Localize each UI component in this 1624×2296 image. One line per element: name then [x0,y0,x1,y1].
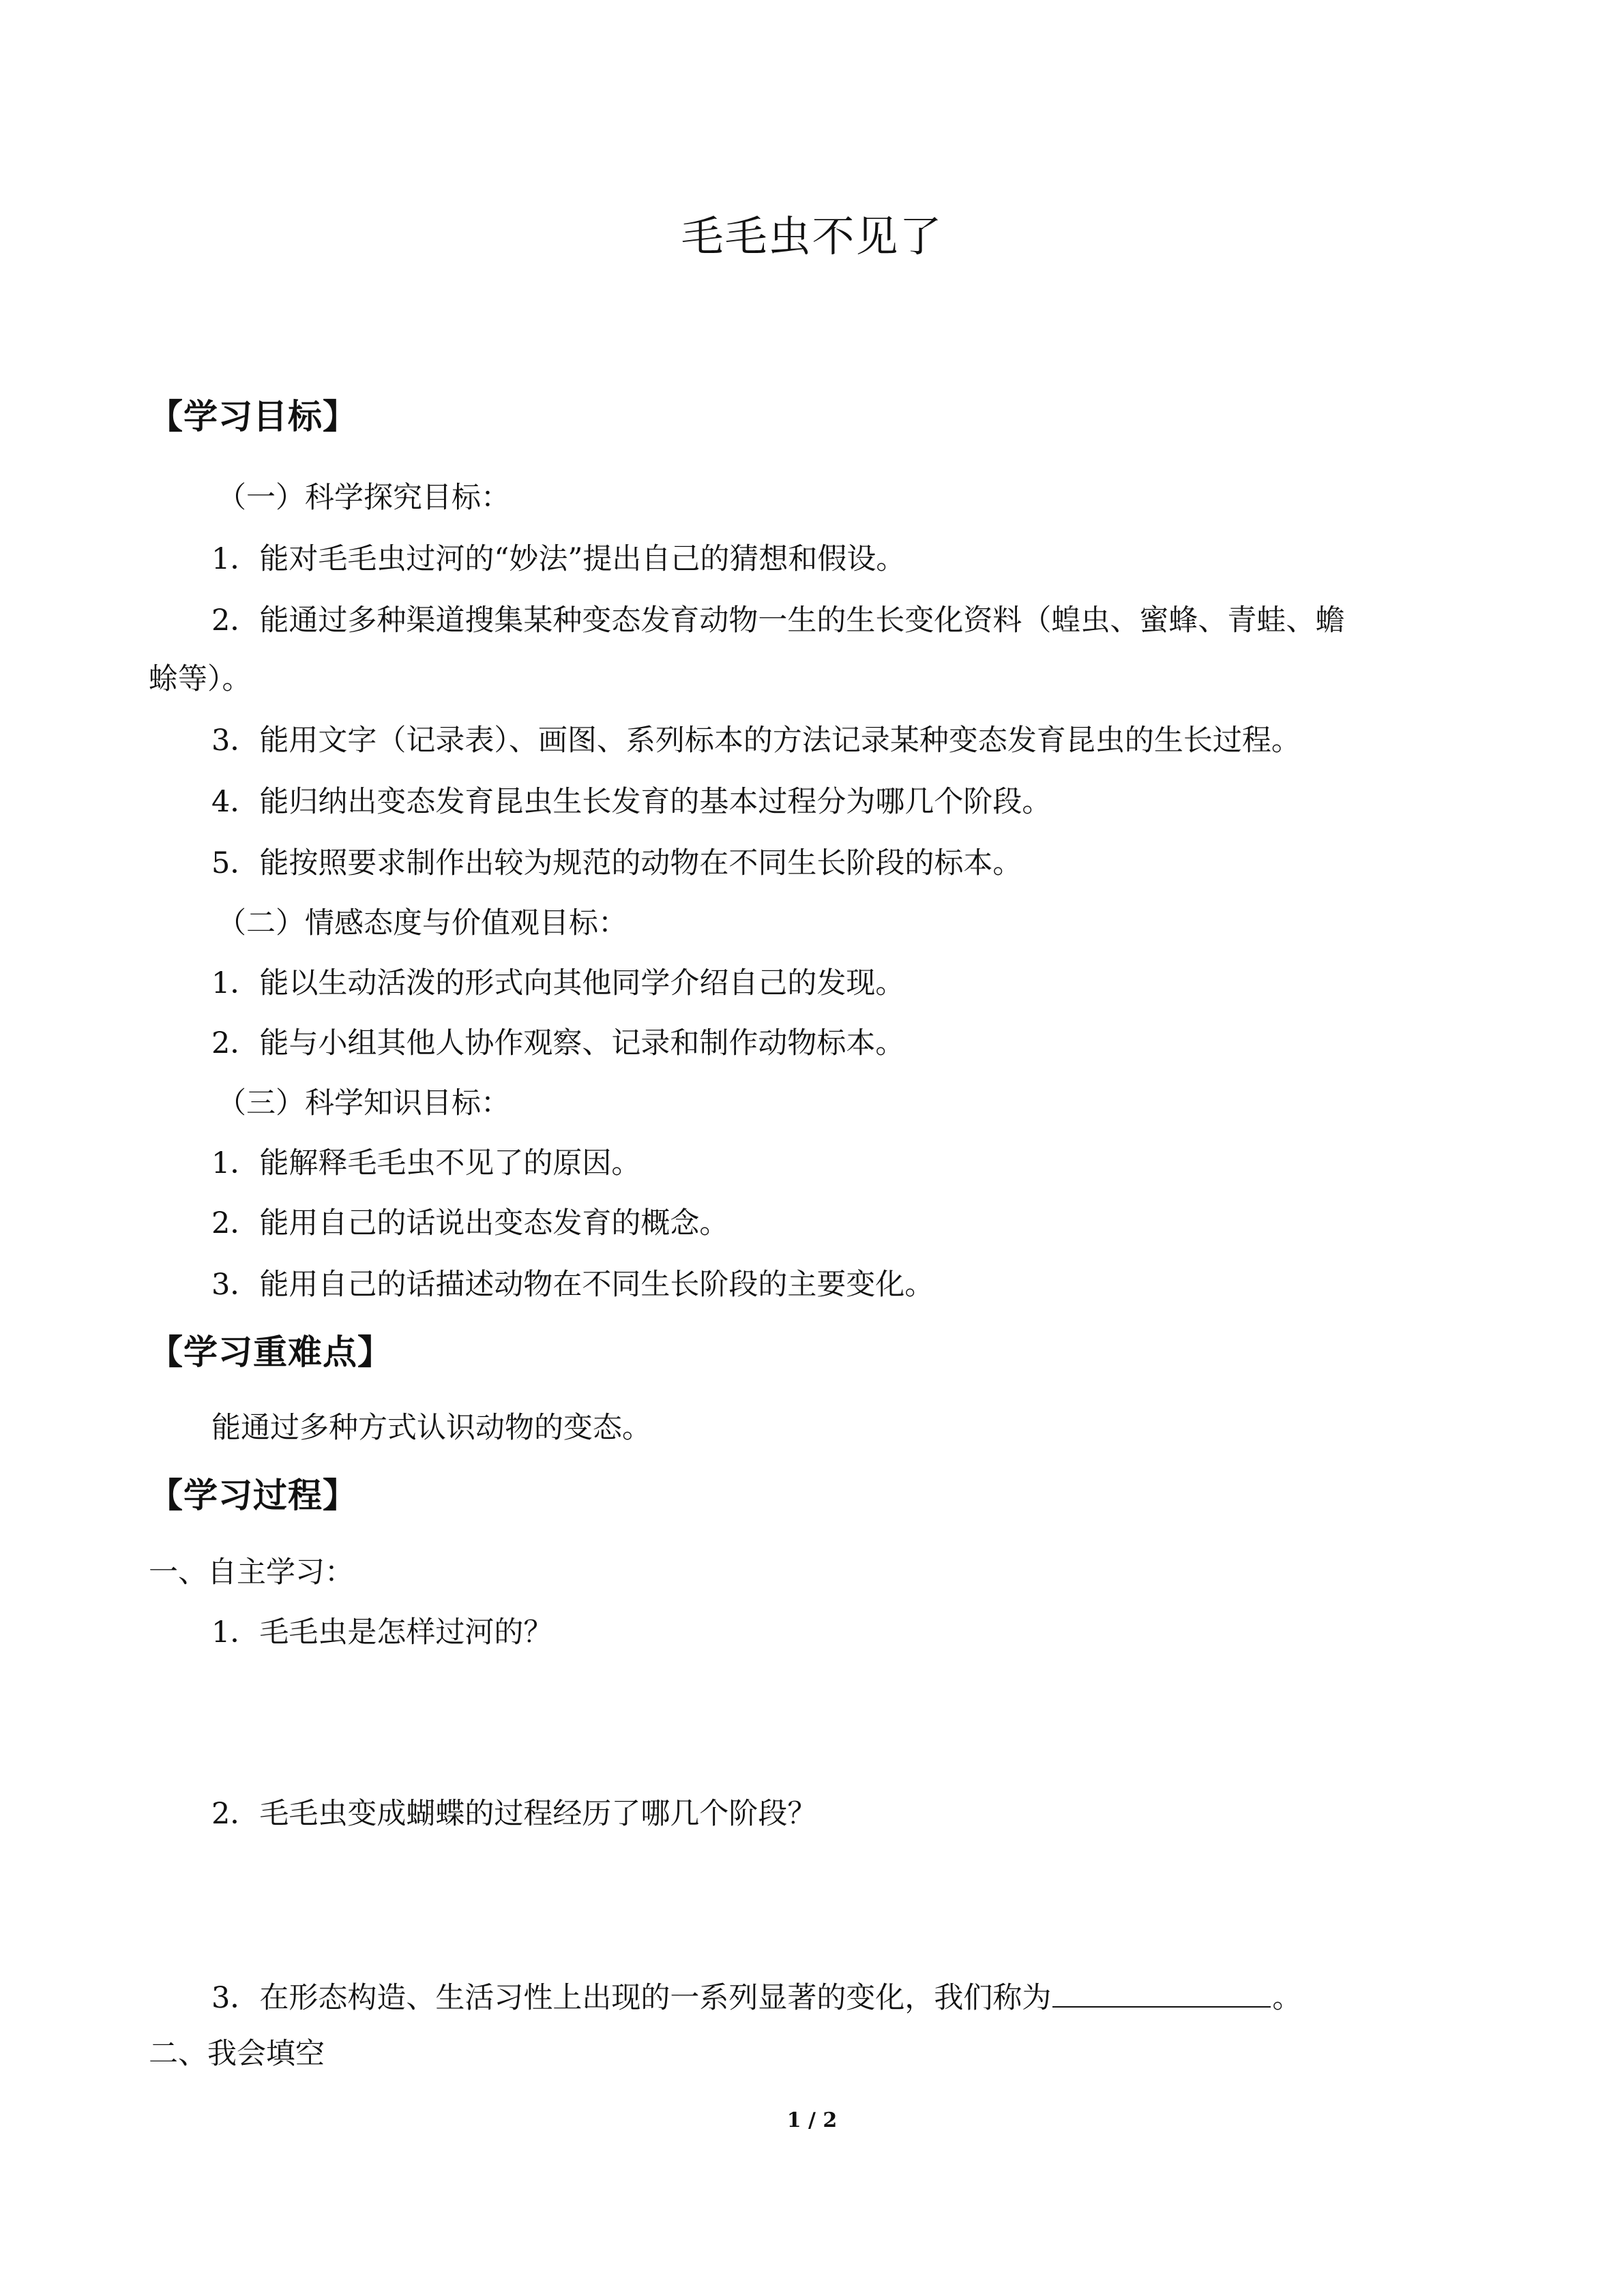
process-part-fill-in: 二、我会填空 [149,2037,325,2071]
question-item-fill-blank [211,1976,1301,2018]
page-title: 毛毛虫不见了 [681,211,943,261]
goal-item: 3．能用文字（记录表）、画图、系列标本的方法记录某种变态发育昆虫的生长过程。 [211,724,1301,758]
process-part-self-study: 一、自主学习： [149,1555,354,1590]
section-heading-goals: 【学习目标】 [149,397,357,436]
goal-item: 1．能对毛毛虫过河的“妙法”提出自己的猜想和假设。 [211,542,906,576]
subheading-inquiry-goals: （一）科学探究目标： [217,481,510,515]
goal-item: 2．能用自己的话说出变态发育的概念。 [211,1206,729,1240]
goal-item: 1．能解释毛毛虫不见了的原因。 [211,1146,641,1180]
subheading-attitude-goals: （二）情感态度与价值观目标： [217,906,628,940]
section-heading-process: 【学习过程】 [149,1476,357,1515]
goal-item: 3．能用自己的话描述动物在不同生长阶段的主要变化。 [211,1268,934,1302]
key-point-text: 能通过多种方式认识动物的变态。 [211,1411,651,1445]
goal-item: 2．能与小组其他人协作观察、记录和制作动物标本。 [211,1026,905,1060]
answer-blank[interactable] [1052,1976,1271,2008]
goal-item: 2．能通过多种渠道搜集某种变态发育动物一生的生长变化资料（蝗虫、蜜蜂、青蛙、蟾 [211,603,1345,638]
question-text-end: 。 [1272,1981,1302,2015]
section-heading-key-points: 【学习重难点】 [149,1332,392,1372]
goal-item-continuation: 蜍等）。 [149,662,252,696]
question-item: 2．毛毛虫变成蝴蝶的过程经历了哪几个阶段？ [211,1797,817,1831]
question-item: 1．毛毛虫是怎样过河的？ [211,1615,553,1650]
question-text: 3．在形态构造、生活习性上出现的一系列显著的变化，我们称为 [211,1981,1052,2015]
subheading-knowledge-goals: （三）科学知识目标： [217,1086,510,1120]
goal-item: 5．能按照要求制作出较为规范的动物在不同生长阶段的标本。 [211,846,1022,880]
goal-item: 4．能归纳出变态发育昆虫生长发育的基本过程分为哪几个阶段。 [211,785,1052,819]
page-number: 1 / 2 [786,2108,838,2132]
goal-item: 1．能以生动活泼的形式向其他同学介绍自己的发现。 [211,966,905,1000]
